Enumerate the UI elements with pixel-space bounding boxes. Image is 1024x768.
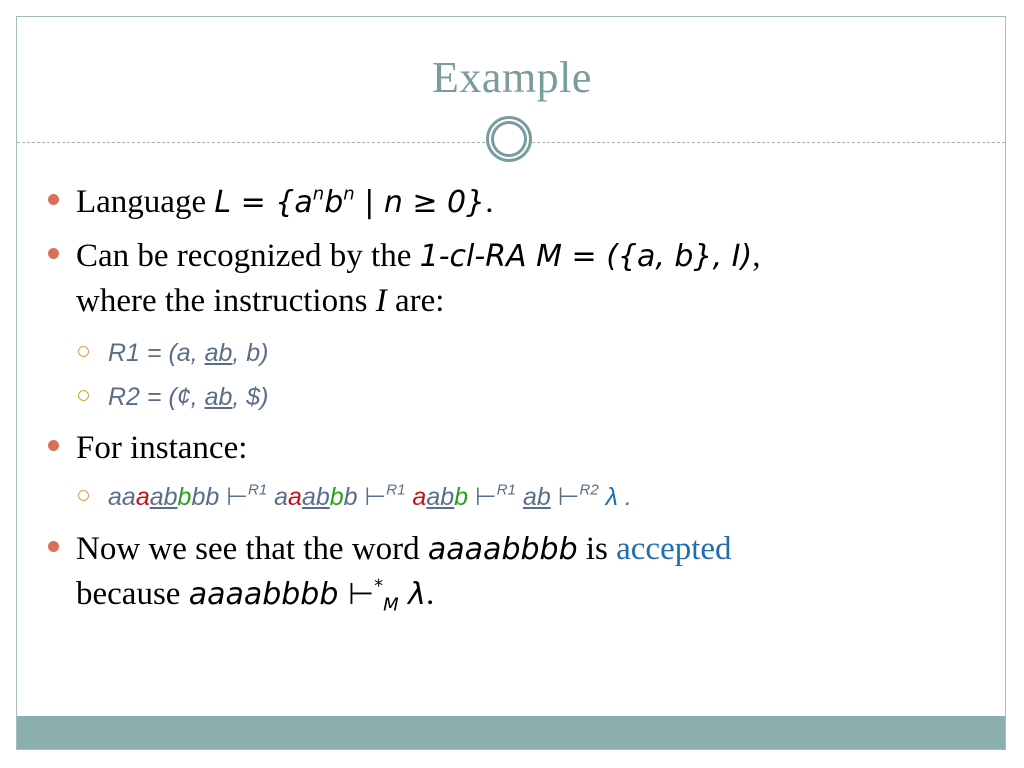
hollow-bullet-icon (78, 346, 89, 357)
exponent: n (343, 183, 355, 205)
word-part-green: b (454, 483, 469, 511)
word-part-green: b (329, 483, 344, 511)
bullet-dot-icon (48, 440, 59, 451)
automaton-expression: 1-cl-RA M = ({a, b}, I) (419, 239, 753, 274)
word-part: a (267, 483, 289, 511)
bullet-label: Now we see that the word (76, 531, 420, 567)
bullet-label: Language (76, 184, 207, 220)
variable-i: I (375, 283, 387, 319)
subscript-m: M (383, 594, 399, 616)
rule-underlined: ab (204, 383, 233, 411)
word-italic: aaaabbbb (188, 577, 339, 612)
bullet-text-line1 (76, 234, 760, 279)
word-part-underlined: ab (301, 483, 330, 511)
turnstile: ⊢ (468, 483, 497, 511)
derivation-closure (188, 575, 426, 616)
rule-r1 (108, 337, 269, 369)
turnstile: ⊢ (550, 483, 580, 511)
bullet-dot-icon (48, 248, 59, 259)
turnstile: ⊢ (357, 483, 387, 511)
bullet-label: Can be recognized by the (76, 238, 412, 274)
expr-part: b (324, 185, 344, 220)
lambda-symbol: λ (598, 483, 618, 511)
rule-part: , $) (232, 383, 269, 411)
hollow-bullet-icon (78, 390, 89, 401)
word-part-underlined: ab (149, 483, 178, 511)
exponent: n (312, 183, 325, 205)
footer-bar (17, 716, 1005, 749)
derivation-sequence (108, 481, 632, 513)
rule-underlined: ab (204, 339, 233, 367)
bullet-dot-icon (48, 194, 59, 205)
word-part-green: b (177, 483, 192, 511)
rule-label: R1 (386, 481, 406, 499)
bullet-text-line2 (76, 279, 444, 324)
bullet-dot-icon (48, 541, 59, 552)
punctuation: . (617, 483, 632, 511)
rule-part: R1 = (a, (108, 339, 205, 367)
turnstile: ⊢ (219, 483, 248, 511)
rule-part: , b) (232, 339, 269, 367)
accepted-highlight: accepted (616, 531, 732, 567)
bullet-label: is (585, 531, 608, 567)
rule-part: R2 = (¢, (108, 383, 205, 411)
punctuation: . (425, 576, 435, 612)
rule-label: R1 (496, 481, 516, 499)
bullet-accepted (48, 527, 988, 617)
star-superscript: * (374, 575, 384, 597)
bullet-text (76, 180, 493, 225)
rule-label: R2 (579, 481, 599, 499)
word-part: bb (191, 483, 220, 511)
bullet-text-line2 (76, 572, 434, 617)
punctuation: , (752, 238, 761, 274)
bullet-label: because (76, 576, 181, 612)
bullet-text-line1 (76, 527, 732, 572)
bullet-recognized (48, 234, 988, 324)
punctuation: . (485, 184, 494, 220)
word-part: b (343, 483, 358, 511)
word-italic: aaaabbbb (427, 532, 578, 567)
hollow-bullet-icon (78, 490, 89, 501)
double-circle-ornament-icon (486, 116, 532, 162)
bullet-label: are: (394, 283, 445, 319)
expr-part: | n ≥ 0} (354, 185, 486, 220)
word-part-red: a (135, 483, 150, 511)
bullet-label: where the instructions (76, 283, 368, 319)
language-expression (214, 185, 485, 220)
rule-label: R1 (247, 481, 268, 499)
bullet-label: For instance: (76, 430, 248, 466)
word-part-underlined: ab (426, 483, 455, 511)
word-part-red: a (405, 483, 427, 511)
turnstile: ⊢ (347, 577, 375, 612)
expr-part: L = {a (214, 185, 313, 220)
word-part: aa (108, 483, 136, 511)
lambda-symbol: λ (408, 577, 426, 612)
word-part-red: a (288, 483, 302, 511)
word-part-underlined: ab (522, 483, 551, 511)
rule-r2 (108, 381, 269, 413)
slide-title: Example (432, 53, 592, 102)
